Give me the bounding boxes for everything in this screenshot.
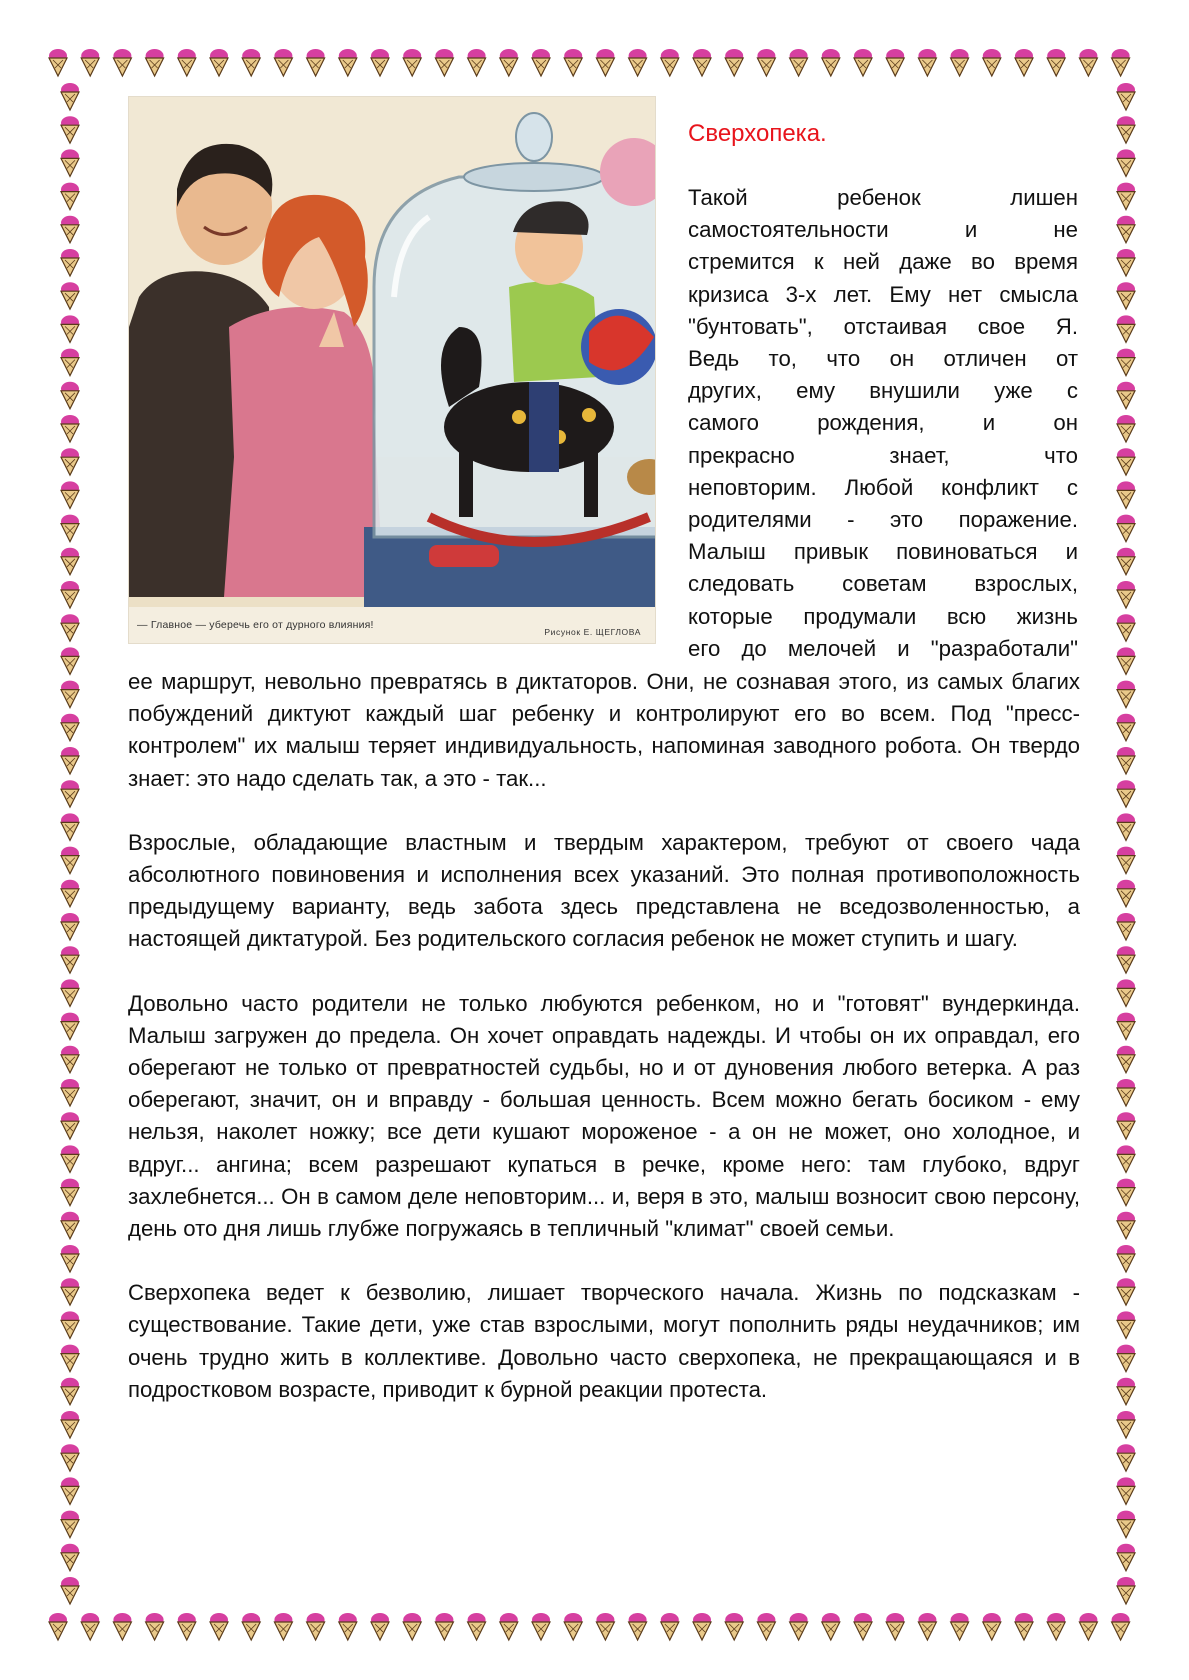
paragraph-dictatorship: Взрослые, обладающие властным и твердым характером, требуют от своего чада абсолютного повиновения и исполнения всех указаний. Это полная противоположность предыдущему варианту, ведь забота здесь представлена не вседозволенностью, а настоящей диктатурой. Без родительского согласия ребенок не может ступить и шагу. (128, 829, 1080, 952)
ice-cream-cone-icon (113, 1613, 131, 1640)
ice-cream-cone-icon (1117, 315, 1135, 342)
ice-cream-cone-icon (61, 1245, 79, 1272)
intro-line: Малыш привык повиноваться и (688, 539, 1078, 565)
ice-cream-cone-icon (1117, 183, 1135, 210)
ice-cream-cone-icon (274, 1613, 292, 1640)
ice-cream-cone-icon (1117, 581, 1135, 608)
ice-cream-cone-icon (596, 1613, 614, 1640)
ice-cream-cone-icon (1117, 847, 1135, 874)
intro-column (688, 182, 1078, 665)
ice-cream-cone-icon (1117, 1311, 1135, 1338)
ice-cream-cone-icon (1117, 1179, 1135, 1206)
ice-cream-cone-icon (822, 49, 840, 76)
ice-cream-cone-icon (1117, 1544, 1135, 1571)
ice-cream-cone-icon (210, 49, 228, 76)
ice-cream-cone-icon (61, 515, 79, 542)
intro-line: его до мелочей и "разработали" (688, 635, 1078, 661)
ice-cream-cone-icon (757, 49, 775, 76)
ice-cream-cone-icon (1117, 714, 1135, 741)
ice-cream-cone-icon (854, 1613, 872, 1640)
ice-cream-cone-icon (1117, 382, 1135, 409)
ice-cream-cone-icon (693, 1613, 711, 1640)
ice-cream-cone-icon (49, 1613, 67, 1640)
ice-cream-cone-icon (1112, 49, 1130, 76)
intro-line: самостоятельности и не (688, 217, 1078, 243)
ice-cream-cone-icon (1015, 49, 1033, 76)
ice-cream-cone-icon (61, 1179, 79, 1206)
ice-cream-cone-icon (1117, 1278, 1135, 1305)
ice-cream-cone-icon (951, 1613, 969, 1640)
ice-cream-cone-icon (1117, 349, 1135, 376)
ice-cream-cone-icon (1117, 780, 1135, 807)
ice-cream-cone-icon (1117, 1046, 1135, 1073)
intro-line: неповторим. Любой конфликт с (688, 474, 1078, 500)
ice-cream-cone-icon (61, 1477, 79, 1504)
ice-cream-cone-icon (1117, 481, 1135, 508)
paragraph-wunderkind: Довольно часто родители не только любуются ребенком, но и "готовят" вундеркинда. Малыш загружен до предела. Он хочет оправдать надежды. И чтобы он их оправдал, его оберегают не только от превратностей судьбы, но и от дуновения любого ветерка. А раз оберегают, значит, он и вправду - большая ценность. Всем можно бегать босиком - ему нельзя, наколет ножку; все дети кушают мороженое - а он не может, оно холодное, и вдруг... ангина; всем разрешают купаться в речке, кроме него: там глубоко, вдруг захлебнется... Он в самом деле неповторим... и, веря в это, малыш возносит свою персону, день ото дня лишь глубже погружаясь в тепличный "климат" своей семьи. (128, 990, 1080, 1242)
intro-line: стремится к ней даже во время (688, 249, 1078, 275)
ice-cream-cone-icon (564, 1613, 582, 1640)
ice-cream-cone-icon (61, 249, 79, 276)
ice-cream-cone-icon (1117, 216, 1135, 243)
intro-line: кризиса 3-х лет. Ему нет смысла (688, 281, 1078, 307)
ice-cream-cone-icon (403, 1613, 421, 1640)
ice-cream-cone-icon (1117, 880, 1135, 907)
ice-cream-cone-icon (61, 415, 79, 442)
ice-cream-cone-icon (1117, 515, 1135, 542)
ice-cream-cone-icon (61, 1311, 79, 1338)
ice-cream-cone-icon (532, 1613, 550, 1640)
ice-cream-cone-icon (1015, 1613, 1033, 1640)
ice-cream-cone-icon (661, 49, 679, 76)
ice-cream-cone-icon (403, 49, 421, 76)
ice-cream-cone-icon (61, 1577, 79, 1604)
ice-cream-cone-icon (1112, 1613, 1130, 1640)
ice-cream-cone-icon (61, 382, 79, 409)
document-page (128, 96, 1080, 1596)
ice-cream-cone-icon (1117, 614, 1135, 641)
ice-cream-cone-icon (886, 1613, 904, 1640)
ice-cream-cone-icon (61, 83, 79, 110)
ice-cream-cone-icon (61, 1544, 79, 1571)
cone-border-bottom (40, 1608, 1149, 1644)
ice-cream-cone-icon (61, 149, 79, 176)
ice-cream-cone-icon (61, 315, 79, 342)
ice-cream-cone-icon (81, 1613, 99, 1640)
ice-cream-cone-icon (61, 780, 79, 807)
ice-cream-cone-icon (61, 548, 79, 575)
ice-cream-cone-icon (61, 681, 79, 708)
ice-cream-cone-icon (1117, 681, 1135, 708)
ice-cream-cone-icon (61, 1511, 79, 1538)
ice-cream-cone-icon (61, 581, 79, 608)
ice-cream-cone-icon (210, 1613, 228, 1640)
ice-cream-cone-icon (61, 349, 79, 376)
ice-cream-cone-icon (983, 1613, 1001, 1640)
ice-cream-cone-icon (596, 49, 614, 76)
ice-cream-cone-icon (1079, 49, 1097, 76)
intro-line: "бунтовать", отстаивая свое Я. (688, 313, 1078, 339)
ice-cream-cone-icon (61, 880, 79, 907)
cone-border-right (1108, 80, 1144, 1608)
ice-cream-cone-icon (1117, 913, 1135, 940)
ice-cream-cone-icon (1047, 49, 1065, 76)
ice-cream-cone-icon (1117, 116, 1135, 143)
ice-cream-cone-icon (725, 1613, 743, 1640)
ice-cream-cone-icon (178, 1613, 196, 1640)
ice-cream-cone-icon (1117, 83, 1135, 110)
ice-cream-cone-icon (918, 49, 936, 76)
ice-cream-cone-icon (886, 49, 904, 76)
ice-cream-cone-icon (61, 1013, 79, 1040)
ice-cream-cone-icon (1117, 1145, 1135, 1172)
ice-cream-cone-icon (822, 1613, 840, 1640)
ice-cream-cone-icon (61, 1345, 79, 1372)
ice-cream-cone-icon (1117, 1577, 1135, 1604)
ice-cream-cone-icon (725, 49, 743, 76)
ice-cream-cone-icon (1117, 415, 1135, 442)
ice-cream-cone-icon (339, 1613, 357, 1640)
ice-cream-cone-icon (500, 49, 518, 76)
ice-cream-cone-icon (1117, 1212, 1135, 1239)
ice-cream-cone-icon (339, 49, 357, 76)
ice-cream-cone-icon (757, 1613, 775, 1640)
ice-cream-cone-icon (307, 49, 325, 76)
ice-cream-cone-icon (61, 913, 79, 940)
ice-cream-cone-icon (983, 49, 1001, 76)
ice-cream-cone-icon (500, 1613, 518, 1640)
ice-cream-cone-icon (1117, 979, 1135, 1006)
body-text (128, 666, 1080, 1406)
ice-cream-cone-icon (435, 1613, 453, 1640)
ice-cream-cone-icon (49, 49, 67, 76)
ice-cream-cone-icon (146, 49, 164, 76)
ice-cream-cone-icon (61, 1079, 79, 1106)
ice-cream-cone-icon (854, 49, 872, 76)
ice-cream-cone-icon (61, 1411, 79, 1438)
ice-cream-cone-icon (307, 1613, 325, 1640)
ice-cream-cone-icon (371, 49, 389, 76)
ice-cream-cone-icon (1117, 282, 1135, 309)
ice-cream-cone-icon (61, 747, 79, 774)
intro-line: следовать советам взрослых, (688, 571, 1078, 597)
cone-border-left (52, 80, 88, 1608)
ice-cream-cone-icon (468, 49, 486, 76)
ice-cream-cone-icon (274, 49, 292, 76)
cone-border-top (40, 44, 1149, 80)
intro-line: которые продумали всю жизнь (688, 603, 1078, 629)
ice-cream-cone-icon (61, 481, 79, 508)
ice-cream-cone-icon (1117, 1477, 1135, 1504)
ice-cream-cone-icon (435, 49, 453, 76)
ice-cream-cone-icon (61, 1145, 79, 1172)
intro-line: Такой ребенок лишен (688, 185, 1078, 210)
ice-cream-cone-icon (61, 647, 79, 674)
ice-cream-cone-icon (1117, 647, 1135, 674)
ice-cream-cone-icon (1079, 1613, 1097, 1640)
ice-cream-cone-icon (629, 49, 647, 76)
ice-cream-cone-icon (61, 116, 79, 143)
cartoon-illustration (128, 96, 656, 644)
ice-cream-cone-icon (61, 714, 79, 741)
ice-cream-cone-icon (61, 282, 79, 309)
ice-cream-cone-icon (951, 49, 969, 76)
ice-cream-cone-icon (61, 1444, 79, 1471)
illustration-caption: — Главное — уберечь его от дурного влияния! (137, 619, 374, 631)
ice-cream-cone-icon (61, 216, 79, 243)
ice-cream-cone-icon (1117, 1112, 1135, 1139)
ice-cream-cone-icon (1117, 1444, 1135, 1471)
intro-line: прекрасно знает, что (688, 442, 1078, 468)
ice-cream-cone-icon (61, 847, 79, 874)
ice-cream-cone-icon (61, 813, 79, 840)
ice-cream-cone-icon (629, 1613, 647, 1640)
page-title: Сверхопека. (688, 120, 827, 147)
ice-cream-cone-icon (61, 183, 79, 210)
ice-cream-cone-icon (1117, 1411, 1135, 1438)
ice-cream-cone-icon (790, 49, 808, 76)
intro-line: самого рождения, и он (688, 410, 1078, 436)
ice-cream-cone-icon (1117, 448, 1135, 475)
ice-cream-cone-icon (1047, 1613, 1065, 1640)
cartoon-drawing (129, 97, 655, 607)
intro-continued: ее маршрут, невольно превратясь в диктаторов. Они, не сознавая этого, из самых благих побуждений диктуют каждый шаг ребенку и контролируют его во всем. Под "пресс-контролем" их малыш теряет индивидуальность, напоминая заводного робота. Он твердо знает: это надо сделать так, а это - так... (128, 669, 1080, 791)
ice-cream-cone-icon (146, 1613, 164, 1640)
ice-cream-cone-icon (1117, 149, 1135, 176)
ice-cream-cone-icon (661, 1613, 679, 1640)
ice-cream-cone-icon (693, 49, 711, 76)
ice-cream-cone-icon (178, 49, 196, 76)
ice-cream-cone-icon (790, 1613, 808, 1640)
paragraph-consequences: Сверхопека ведет к безволию, лишает творческого начала. Жизнь по подсказкам - существование. Такие дети, уже став взрослыми, могут пополнить ряды неудачников; им очень трудно жить в коллективе. Довольно часто сверхопека, не прекращающаяся и в подростковом возрасте, приводит к бурной реакции протеста. (128, 1280, 1080, 1402)
ice-cream-cone-icon (564, 49, 582, 76)
intro-line: Ведь то, что он отличен от (688, 346, 1078, 372)
ice-cream-cone-icon (242, 1613, 260, 1640)
ice-cream-cone-icon (1117, 548, 1135, 575)
ice-cream-cone-icon (61, 1046, 79, 1073)
ice-cream-cone-icon (1117, 1013, 1135, 1040)
ice-cream-cone-icon (371, 1613, 389, 1640)
ice-cream-cone-icon (1117, 1378, 1135, 1405)
ice-cream-cone-icon (61, 979, 79, 1006)
ice-cream-cone-icon (1117, 1511, 1135, 1538)
ice-cream-cone-icon (1117, 747, 1135, 774)
ice-cream-cone-icon (1117, 813, 1135, 840)
ice-cream-cone-icon (1117, 1345, 1135, 1372)
ice-cream-cone-icon (61, 1378, 79, 1405)
ice-cream-cone-icon (61, 1112, 79, 1139)
ice-cream-cone-icon (1117, 249, 1135, 276)
illustration-credit: Рисунок Е. ЩЕГЛОВА (544, 627, 641, 637)
ice-cream-cone-icon (1117, 1245, 1135, 1272)
ice-cream-cone-icon (1117, 1079, 1135, 1106)
ice-cream-cone-icon (81, 49, 99, 76)
toy-car (429, 545, 499, 567)
ice-cream-cone-icon (61, 946, 79, 973)
ice-cream-cone-icon (468, 1613, 486, 1640)
ice-cream-cone-icon (242, 49, 260, 76)
ice-cream-cone-icon (61, 448, 79, 475)
ice-cream-cone-icon (918, 1613, 936, 1640)
intro-line: родителями - это поражение. (688, 507, 1078, 533)
ice-cream-cone-icon (1117, 946, 1135, 973)
ice-cream-cone-icon (61, 614, 79, 641)
ice-cream-cone-icon (113, 49, 131, 76)
ice-cream-cone-icon (61, 1212, 79, 1239)
ice-cream-cone-icon (532, 49, 550, 76)
intro-line: других, ему внушили уже с (688, 378, 1078, 404)
ice-cream-cone-icon (61, 1278, 79, 1305)
